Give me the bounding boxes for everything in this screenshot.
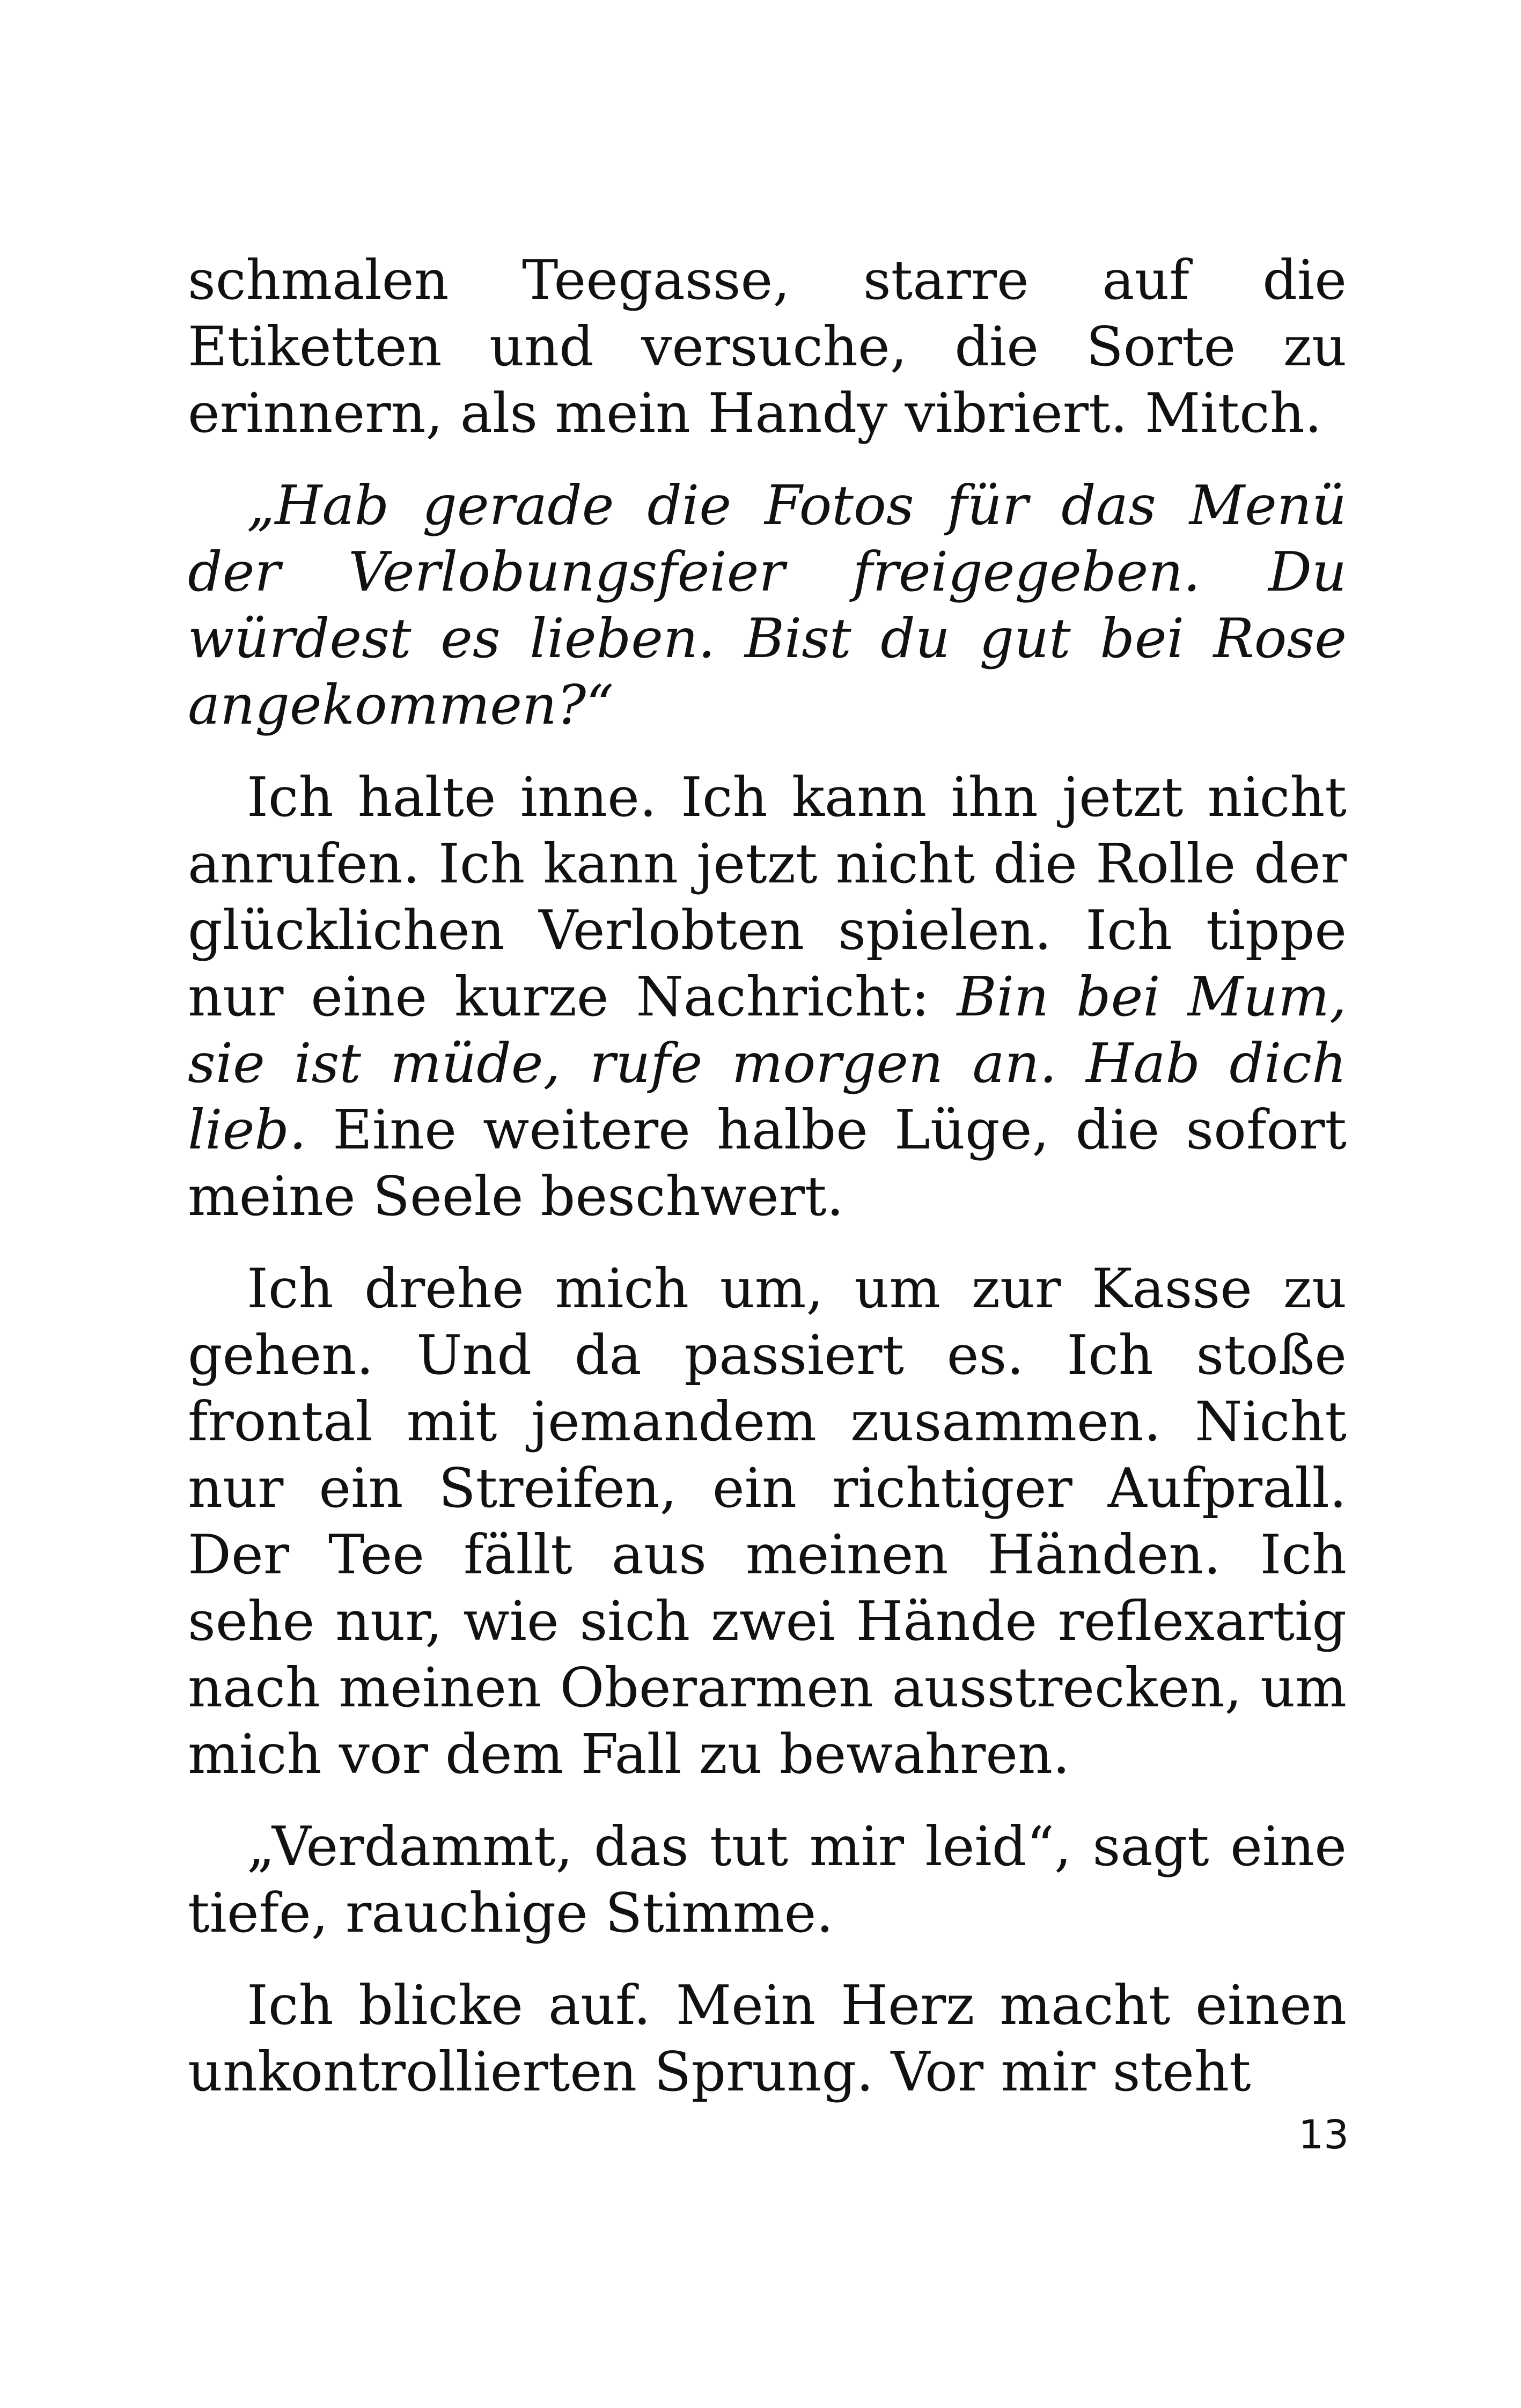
paragraph-3-end: Eine weitere halbe Lüge, die sofort meine Seele beschwert. (188, 1098, 1347, 1228)
page-number: 13 (1298, 2112, 1349, 2158)
paragraph-3-italic-reply: Bin bei Mum, sie ist müde, rufe morgen an. Hab dich lieb. (188, 965, 1347, 1161)
paragraph-3 (188, 764, 1347, 1229)
paragraph-6: Ich blicke auf. Mein Herz macht einen unkontrollierten Sprung. Vor mir steht (188, 1973, 1347, 2103)
paragraph-4: Ich drehe mich um, um zur Kasse zu gehen. Und da passiert es. Ich stoße frontal mit jemandem zusammen. Nicht nur ein Streifen, ein richtiger Aufprall. Der Tee fällt aus meinen Händen. Ich sehe nur, wie sich zwei Hände reflexartig nach meinen Oberarmen ausstrecken, um mich vor dem Fall zu bewahren. (188, 1257, 1347, 1786)
paragraph-5: „Verdammt, das tut mir leid“, sagt eine tiefe, rauchige Stimme. (188, 1815, 1347, 1945)
paragraph-3-start: Ich halte inne. Ich kann ihn jetzt nicht anrufen. Ich kann jetzt nicht die Rolle der glücklichen Verlobten spielen. Ich tippe nur eine kurze Nachricht: (188, 765, 1347, 1028)
paragraph-2-text-message: „Hab gerade die Fotos für das Menü der Verlobungsfeier freigegeben. Du würdest es lieben. Bist du gut bei Rose angekommen?“ (188, 474, 1347, 737)
body-text (188, 247, 1347, 2131)
paragraph-1: schmalen Teegasse, starre auf die Etiketten und versuche, die Sorte zu erinnern, als mein Handy vibriert. Mitch. (188, 248, 1347, 445)
